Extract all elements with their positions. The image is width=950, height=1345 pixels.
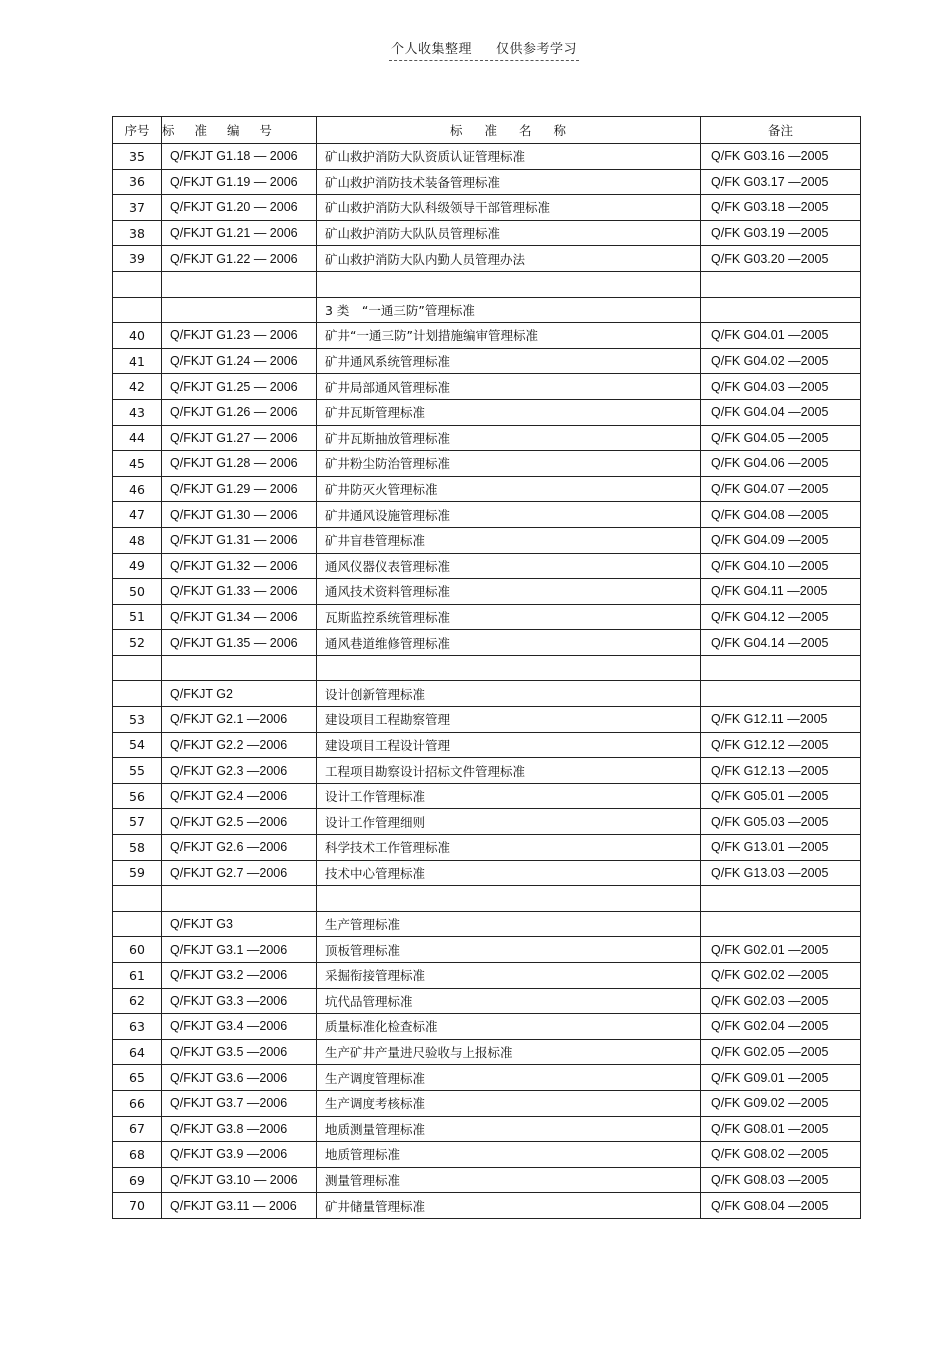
cell-code: Q/FKJT G3.10 — 2006 bbox=[162, 1167, 317, 1193]
column-header-no: 序号 bbox=[113, 117, 162, 144]
cell-code: Q/FKJT G1.22 — 2006 bbox=[162, 246, 317, 272]
cell-note: Q/FK G13.01 —2005 bbox=[701, 835, 861, 861]
table-row bbox=[113, 937, 861, 963]
table-row bbox=[113, 963, 861, 989]
cell-no: 54 bbox=[113, 732, 162, 758]
table-body bbox=[113, 144, 861, 1219]
cell-code bbox=[162, 655, 317, 681]
cell-note: Q/FK G08.01 —2005 bbox=[701, 1116, 861, 1142]
table-row bbox=[113, 860, 861, 886]
column-header-name: 标 准 名 称 bbox=[317, 117, 701, 144]
cell-code: Q/FKJT G2.4 —2006 bbox=[162, 783, 317, 809]
cell-no: 62 bbox=[113, 988, 162, 1014]
cell-name: 瓦斯监控系统管理标准 bbox=[317, 604, 701, 630]
table-header-row bbox=[113, 117, 861, 144]
cell-code: Q/FKJT G1.25 — 2006 bbox=[162, 374, 317, 400]
table-row bbox=[113, 911, 861, 937]
cell-note: Q/FK G04.02 —2005 bbox=[701, 348, 861, 374]
cell-no bbox=[113, 911, 162, 937]
cell-note: Q/FK G04.01 —2005 bbox=[701, 323, 861, 349]
cell-no: 70 bbox=[113, 1193, 162, 1219]
cell-name: 生产调度管理标准 bbox=[317, 1065, 701, 1091]
table-row bbox=[113, 604, 861, 630]
cell-code bbox=[162, 886, 317, 912]
cell-name: 矿井通风系统管理标准 bbox=[317, 348, 701, 374]
standards-table bbox=[112, 116, 861, 1219]
table-row bbox=[113, 835, 861, 861]
cell-name bbox=[317, 655, 701, 681]
cell-name: 设计工作管理细则 bbox=[317, 809, 701, 835]
table-row bbox=[113, 374, 861, 400]
cell-note: Q/FK G09.01 —2005 bbox=[701, 1065, 861, 1091]
cell-code: Q/FKJT G2.5 —2006 bbox=[162, 809, 317, 835]
cell-code: Q/FKJT G2.3 —2006 bbox=[162, 758, 317, 784]
table-row bbox=[113, 348, 861, 374]
column-header-note: 备注 bbox=[701, 117, 861, 144]
table-row bbox=[113, 553, 861, 579]
cell-code: Q/FKJT G3.8 —2006 bbox=[162, 1116, 317, 1142]
cell-no: 49 bbox=[113, 553, 162, 579]
cell-name: 矿山救护消防技术装备管理标准 bbox=[317, 169, 701, 195]
table-row bbox=[113, 783, 861, 809]
table-row bbox=[113, 1014, 861, 1040]
cell-no: 44 bbox=[113, 425, 162, 451]
column-header-code: 标 准 编 号 bbox=[162, 117, 317, 144]
cell-note: Q/FK G04.09 —2005 bbox=[701, 527, 861, 553]
cell-name: 矿井通风设施管理标准 bbox=[317, 502, 701, 528]
cell-code: Q/FKJT G1.23 — 2006 bbox=[162, 323, 317, 349]
cell-code: Q/FKJT G3.1 —2006 bbox=[162, 937, 317, 963]
cell-code: Q/FKJT G1.27 — 2006 bbox=[162, 425, 317, 451]
cell-code: Q/FKJT G2 bbox=[162, 681, 317, 707]
cell-name: 测量管理标准 bbox=[317, 1167, 701, 1193]
cell-note: Q/FK G04.04 —2005 bbox=[701, 399, 861, 425]
cell-no: 38 bbox=[113, 220, 162, 246]
cell-code: Q/FKJT G1.34 — 2006 bbox=[162, 604, 317, 630]
cell-code: Q/FKJT G3.4 —2006 bbox=[162, 1014, 317, 1040]
cell-code: Q/FKJT G1.31 — 2006 bbox=[162, 527, 317, 553]
table-row bbox=[113, 1142, 861, 1168]
table-row bbox=[113, 144, 861, 170]
table-row bbox=[113, 169, 861, 195]
cell-note bbox=[701, 297, 861, 323]
cell-name: 采掘衔接管理标准 bbox=[317, 963, 701, 989]
cell-name bbox=[317, 886, 701, 912]
cell-note: Q/FK G09.02 —2005 bbox=[701, 1090, 861, 1116]
cell-no: 39 bbox=[113, 246, 162, 272]
cell-no: 53 bbox=[113, 707, 162, 733]
cell-code: Q/FKJT G1.35 — 2006 bbox=[162, 630, 317, 656]
cell-name: 工程项目勘察设计招标文件管理标准 bbox=[317, 758, 701, 784]
cell-code: Q/FKJT G1.24 — 2006 bbox=[162, 348, 317, 374]
cell-code: Q/FKJT G1.19 — 2006 bbox=[162, 169, 317, 195]
cell-no: 37 bbox=[113, 195, 162, 221]
table-row bbox=[113, 1193, 861, 1219]
cell-no: 40 bbox=[113, 323, 162, 349]
cell-code: Q/FKJT G3.5 —2006 bbox=[162, 1039, 317, 1065]
cell-note: Q/FK G02.01 —2005 bbox=[701, 937, 861, 963]
cell-note: Q/FK G12.12 —2005 bbox=[701, 732, 861, 758]
cell-name: 科学技术工作管理标准 bbox=[317, 835, 701, 861]
cell-note: Q/FK G02.05 —2005 bbox=[701, 1039, 861, 1065]
cell-no: 61 bbox=[113, 963, 162, 989]
cell-name: 矿井瓦斯抽放管理标准 bbox=[317, 425, 701, 451]
cell-code: Q/FKJT G3.6 —2006 bbox=[162, 1065, 317, 1091]
cell-note: Q/FK G04.11 —2005 bbox=[701, 579, 861, 605]
cell-note: Q/FK G05.03 —2005 bbox=[701, 809, 861, 835]
cell-code: Q/FKJT G3 bbox=[162, 911, 317, 937]
cell-note: Q/FK G04.07 —2005 bbox=[701, 476, 861, 502]
cell-code: Q/FKJT G1.32 — 2006 bbox=[162, 553, 317, 579]
cell-name: 矿山救护消防大队内勤人员管理办法 bbox=[317, 246, 701, 272]
cell-no: 46 bbox=[113, 476, 162, 502]
cell-no: 42 bbox=[113, 374, 162, 400]
cell-no: 50 bbox=[113, 579, 162, 605]
cell-note: Q/FK G04.14 —2005 bbox=[701, 630, 861, 656]
table-row bbox=[113, 323, 861, 349]
table-row bbox=[113, 1167, 861, 1193]
cell-no: 51 bbox=[113, 604, 162, 630]
cell-name: 通风巷道维修管理标准 bbox=[317, 630, 701, 656]
cell-note: Q/FK G04.12 —2005 bbox=[701, 604, 861, 630]
cell-code: Q/FKJT G1.26 — 2006 bbox=[162, 399, 317, 425]
table-row bbox=[113, 1116, 861, 1142]
cell-no: 56 bbox=[113, 783, 162, 809]
cell-name: 矿井“一通三防”计划措施编审管理标准 bbox=[317, 323, 701, 349]
cell-note: Q/FK G03.20 —2005 bbox=[701, 246, 861, 272]
cell-no: 57 bbox=[113, 809, 162, 835]
cell-no: 48 bbox=[113, 527, 162, 553]
cell-code bbox=[162, 271, 317, 297]
cell-no: 52 bbox=[113, 630, 162, 656]
cell-no: 60 bbox=[113, 937, 162, 963]
cell-code: Q/FKJT G1.29 — 2006 bbox=[162, 476, 317, 502]
cell-note bbox=[701, 911, 861, 937]
cell-no: 47 bbox=[113, 502, 162, 528]
table-row bbox=[113, 809, 861, 835]
cell-code: Q/FKJT G1.30 — 2006 bbox=[162, 502, 317, 528]
cell-name: 矿井防灭火管理标准 bbox=[317, 476, 701, 502]
cell-note: Q/FK G02.03 —2005 bbox=[701, 988, 861, 1014]
cell-code bbox=[162, 297, 317, 323]
cell-no bbox=[113, 297, 162, 323]
table-row bbox=[113, 1065, 861, 1091]
header-right: 仅供参考学习 bbox=[496, 42, 578, 57]
cell-code: Q/FKJT G1.33 — 2006 bbox=[162, 579, 317, 605]
cell-note: Q/FK G03.17 —2005 bbox=[701, 169, 861, 195]
cell-no bbox=[113, 886, 162, 912]
cell-no: 63 bbox=[113, 1014, 162, 1040]
cell-note: Q/FK G03.16 —2005 bbox=[701, 144, 861, 170]
cell-note bbox=[701, 886, 861, 912]
table-row bbox=[113, 1039, 861, 1065]
cell-note: Q/FK G13.03 —2005 bbox=[701, 860, 861, 886]
cell-name: 建设项目工程勘察管理 bbox=[317, 707, 701, 733]
cell-no bbox=[113, 655, 162, 681]
cell-note: Q/FK G02.04 —2005 bbox=[701, 1014, 861, 1040]
cell-name: 矿山救护消防大队科级领导干部管理标准 bbox=[317, 195, 701, 221]
cell-name: 顶板管理标准 bbox=[317, 937, 701, 963]
cell-code: Q/FKJT G3.9 —2006 bbox=[162, 1142, 317, 1168]
cell-code: Q/FKJT G3.11 — 2006 bbox=[162, 1193, 317, 1219]
cell-no: 41 bbox=[113, 348, 162, 374]
table-row bbox=[113, 527, 861, 553]
cell-note: Q/FK G05.01 —2005 bbox=[701, 783, 861, 809]
cell-code: Q/FKJT G1.18 — 2006 bbox=[162, 144, 317, 170]
table-row bbox=[113, 399, 861, 425]
cell-name: 生产矿井产量进尺验收与上报标准 bbox=[317, 1039, 701, 1065]
page-header bbox=[0, 38, 950, 61]
cell-no: 66 bbox=[113, 1090, 162, 1116]
cell-note: Q/FK G08.02 —2005 bbox=[701, 1142, 861, 1168]
table-row bbox=[113, 630, 861, 656]
cell-note: Q/FK G02.02 —2005 bbox=[701, 963, 861, 989]
table-row bbox=[113, 246, 861, 272]
cell-name: 生产调度考核标准 bbox=[317, 1090, 701, 1116]
cell-note bbox=[701, 655, 861, 681]
cell-name: 地质管理标准 bbox=[317, 1142, 701, 1168]
cell-no: 59 bbox=[113, 860, 162, 886]
table-row bbox=[113, 271, 861, 297]
cell-no: 69 bbox=[113, 1167, 162, 1193]
cell-note: Q/FK G08.03 —2005 bbox=[701, 1167, 861, 1193]
cell-note: Q/FK G12.11 —2005 bbox=[701, 707, 861, 733]
cell-name: 通风仪器仪表管理标准 bbox=[317, 553, 701, 579]
table-row bbox=[113, 655, 861, 681]
cell-name: 技术中心管理标准 bbox=[317, 860, 701, 886]
cell-no bbox=[113, 681, 162, 707]
cell-code: Q/FKJT G3.7 —2006 bbox=[162, 1090, 317, 1116]
table-row bbox=[113, 195, 861, 221]
cell-no: 43 bbox=[113, 399, 162, 425]
table-row bbox=[113, 425, 861, 451]
cell-code: Q/FKJT G2.2 —2006 bbox=[162, 732, 317, 758]
cell-note: Q/FK G12.13 —2005 bbox=[701, 758, 861, 784]
cell-no: 36 bbox=[113, 169, 162, 195]
cell-note bbox=[701, 681, 861, 707]
table-row bbox=[113, 886, 861, 912]
cell-name: 矿井粉尘防治管理标准 bbox=[317, 451, 701, 477]
cell-no bbox=[113, 271, 162, 297]
cell-note: Q/FK G04.10 —2005 bbox=[701, 553, 861, 579]
table-row bbox=[113, 579, 861, 605]
cell-code: Q/FKJT G1.21 — 2006 bbox=[162, 220, 317, 246]
cell-code: Q/FKJT G2.6 —2006 bbox=[162, 835, 317, 861]
cell-no: 35 bbox=[113, 144, 162, 170]
cell-name: 通风技术资料管理标准 bbox=[317, 579, 701, 605]
cell-note: Q/FK G04.05 —2005 bbox=[701, 425, 861, 451]
cell-name: 设计创新管理标准 bbox=[317, 681, 701, 707]
cell-code: Q/FKJT G2.7 —2006 bbox=[162, 860, 317, 886]
cell-note: Q/FK G04.03 —2005 bbox=[701, 374, 861, 400]
cell-name: 质量标准化检查标准 bbox=[317, 1014, 701, 1040]
cell-name bbox=[317, 271, 701, 297]
cell-no: 45 bbox=[113, 451, 162, 477]
table-row bbox=[113, 732, 861, 758]
table-row bbox=[113, 451, 861, 477]
cell-code: Q/FKJT G3.3 —2006 bbox=[162, 988, 317, 1014]
table-row bbox=[113, 681, 861, 707]
cell-name: 矿山救护消防大队队员管理标准 bbox=[317, 220, 701, 246]
table-row bbox=[113, 476, 861, 502]
cell-no: 64 bbox=[113, 1039, 162, 1065]
cell-name: 矿井局部通风管理标准 bbox=[317, 374, 701, 400]
cell-name: 坑代品管理标准 bbox=[317, 988, 701, 1014]
cell-note: Q/FK G08.04 —2005 bbox=[701, 1193, 861, 1219]
cell-name: 3 类 “一通三防”管理标准 bbox=[317, 297, 701, 323]
cell-note bbox=[701, 271, 861, 297]
cell-name: 生产管理标准 bbox=[317, 911, 701, 937]
cell-code: Q/FKJT G3.2 —2006 bbox=[162, 963, 317, 989]
cell-name: 矿山救护消防大队资质认证管理标准 bbox=[317, 144, 701, 170]
cell-no: 65 bbox=[113, 1065, 162, 1091]
cell-note: Q/FK G04.08 —2005 bbox=[701, 502, 861, 528]
cell-code: Q/FKJT G2.1 —2006 bbox=[162, 707, 317, 733]
table-row bbox=[113, 1090, 861, 1116]
cell-name: 矿井盲巷管理标准 bbox=[317, 527, 701, 553]
table-row bbox=[113, 502, 861, 528]
header-text bbox=[389, 38, 579, 61]
cell-no: 68 bbox=[113, 1142, 162, 1168]
cell-note: Q/FK G03.19 —2005 bbox=[701, 220, 861, 246]
cell-name: 建设项目工程设计管理 bbox=[317, 732, 701, 758]
cell-name: 矿井瓦斯管理标准 bbox=[317, 399, 701, 425]
cell-code: Q/FKJT G1.28 — 2006 bbox=[162, 451, 317, 477]
cell-no: 58 bbox=[113, 835, 162, 861]
cell-name: 设计工作管理标准 bbox=[317, 783, 701, 809]
cell-code: Q/FKJT G1.20 — 2006 bbox=[162, 195, 317, 221]
table-row bbox=[113, 988, 861, 1014]
table-row bbox=[113, 297, 861, 323]
table-row bbox=[113, 707, 861, 733]
table-row bbox=[113, 220, 861, 246]
cell-note: Q/FK G04.06 —2005 bbox=[701, 451, 861, 477]
cell-note: Q/FK G03.18 —2005 bbox=[701, 195, 861, 221]
cell-no: 67 bbox=[113, 1116, 162, 1142]
cell-no: 55 bbox=[113, 758, 162, 784]
cell-name: 矿井储量管理标准 bbox=[317, 1193, 701, 1219]
cell-name: 地质测量管理标准 bbox=[317, 1116, 701, 1142]
header-left: 个人收集整理 bbox=[390, 42, 472, 57]
table-row bbox=[113, 758, 861, 784]
